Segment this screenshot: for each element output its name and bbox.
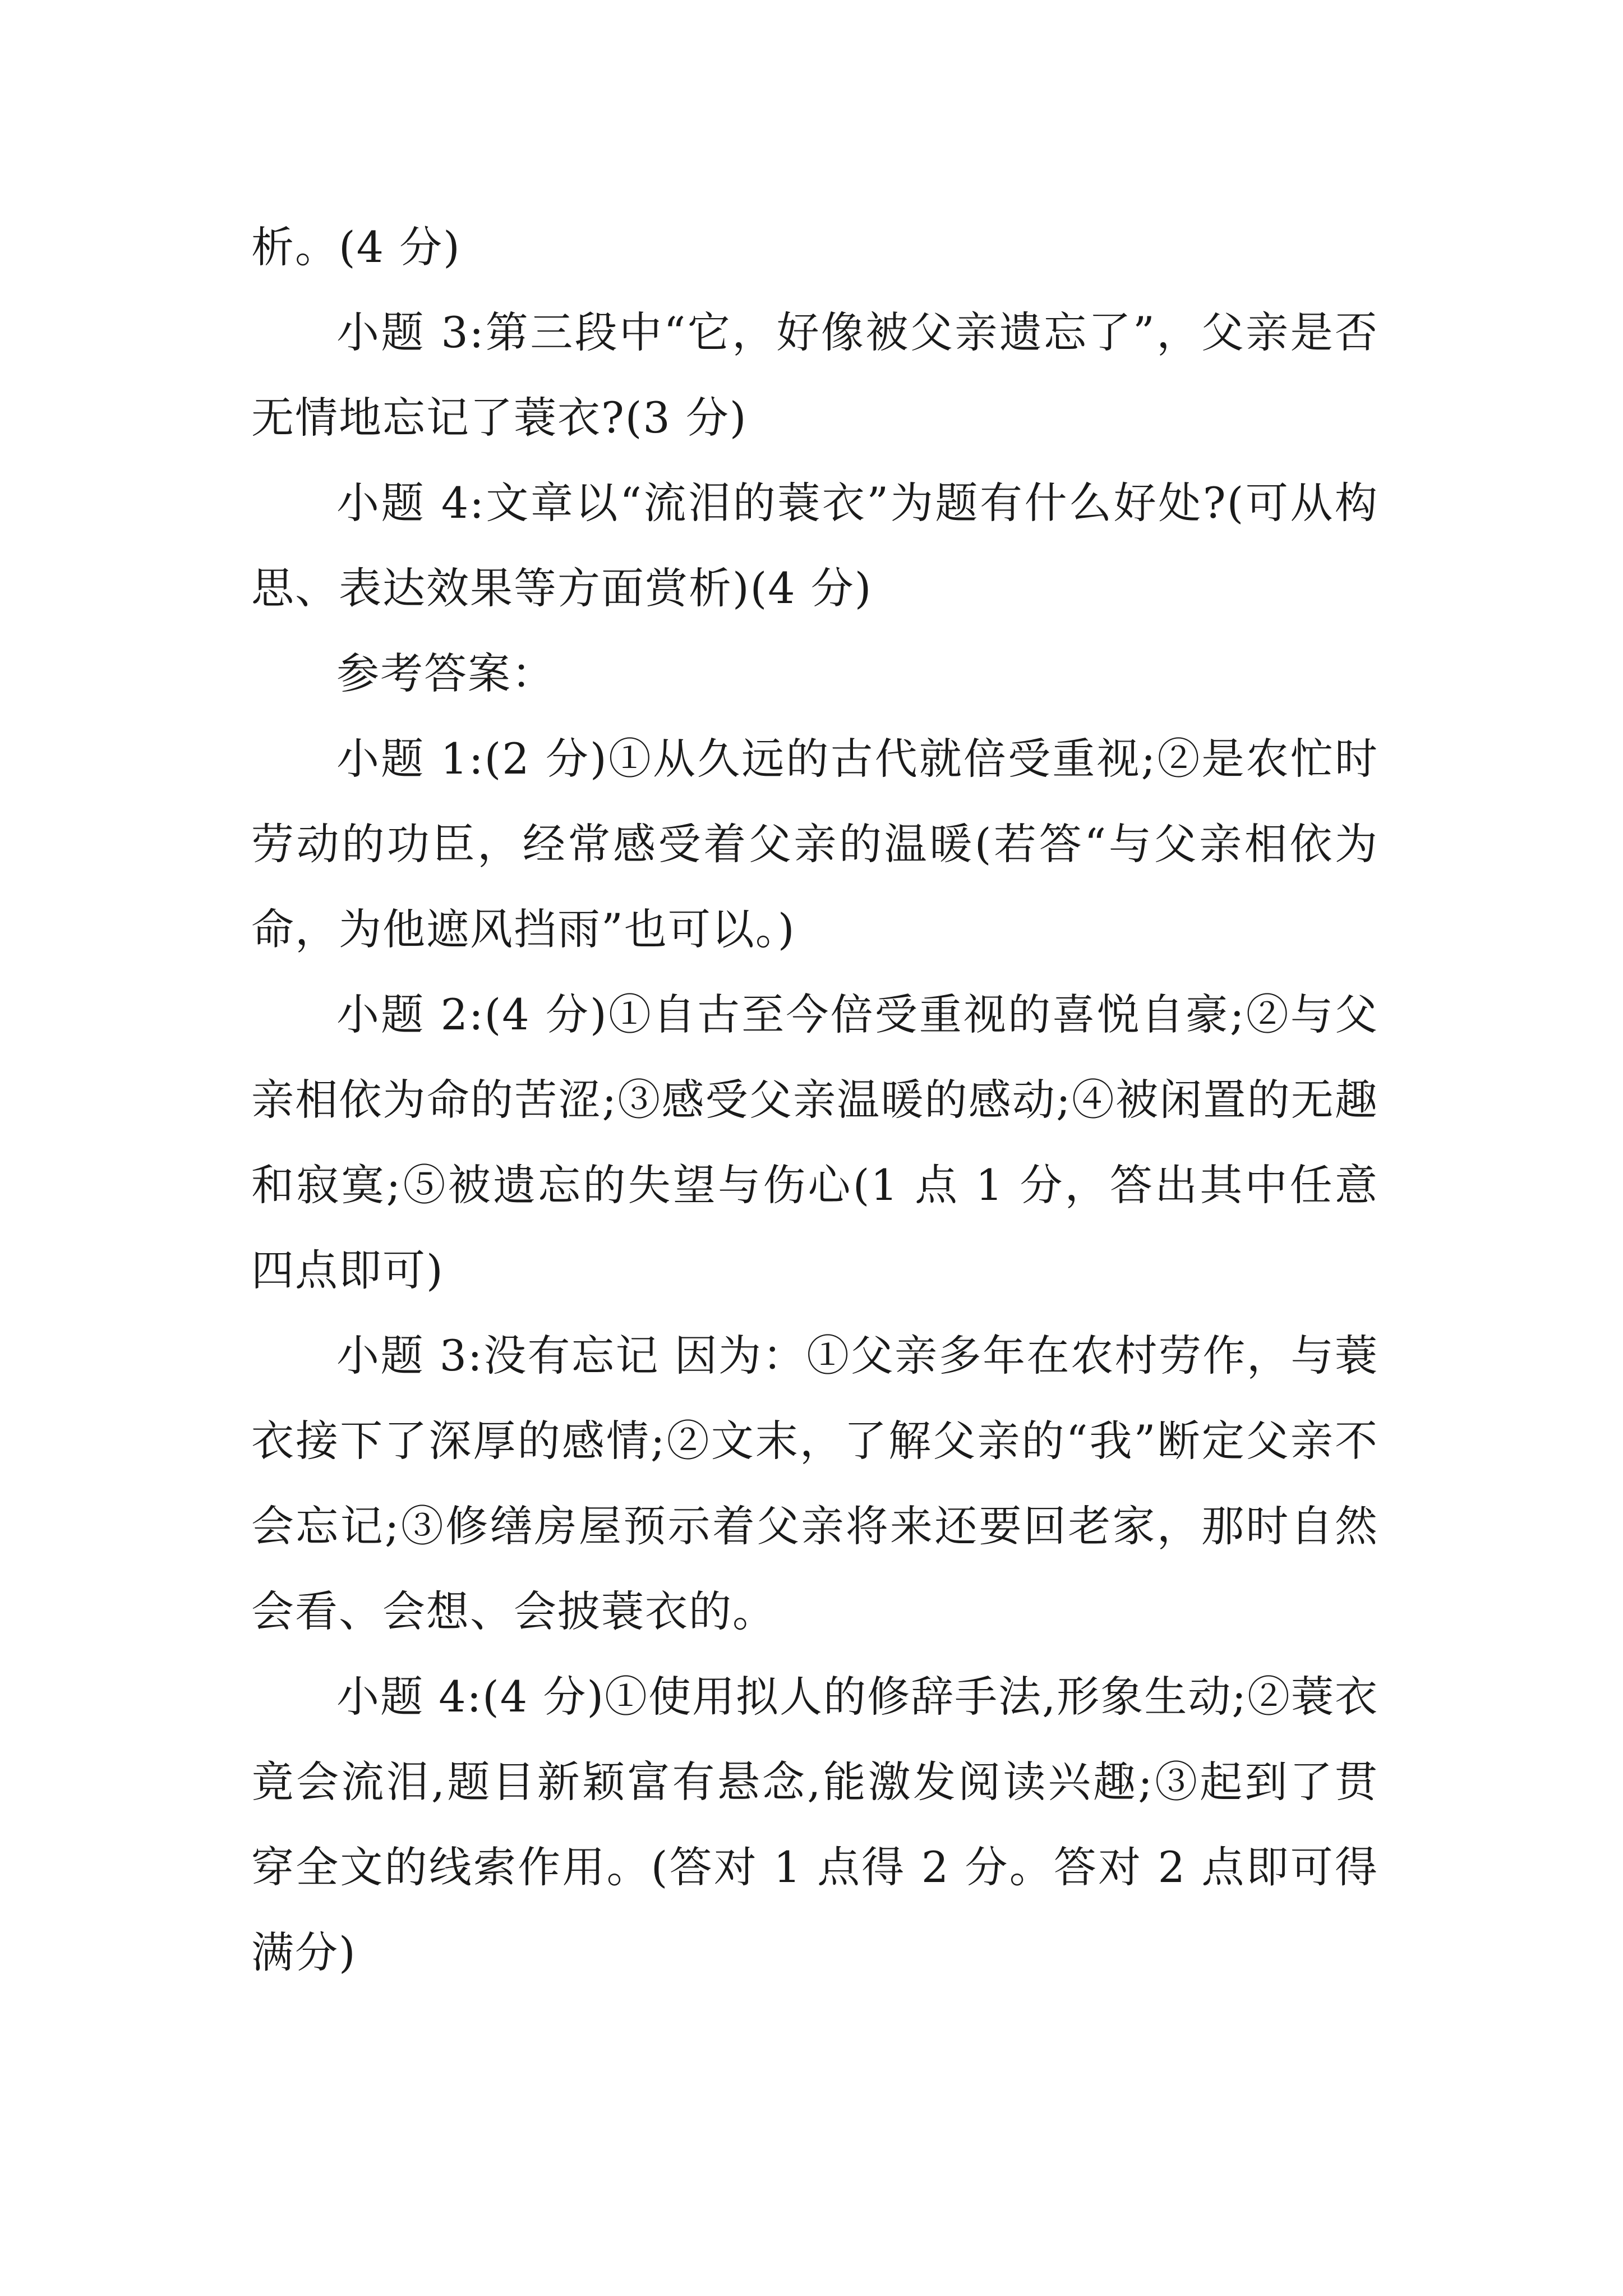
answer-1: 小题 1:(2 分)①从久远的古代就倍受重视;②是农忙时劳动的功臣，经常感受着父亲的温暖(若答“与父亲相依为命，为他遮风挡雨”也可以。)	[251, 734, 1378, 954]
paragraph-continuation: 析。(4 分)	[251, 222, 461, 272]
answer-4: 小题 4:(4 分)①使用拟人的修辞手法,形象生动;②蓑衣竟会流泪,题目新颖富有悬念,能激发阅读兴趣;③起到了贯穿全文的线索作用。(答对 1 点得 2 分。答对 2 点即可得满分)	[251, 1672, 1378, 1977]
answer-heading: 参考答案：	[336, 648, 555, 698]
answer-3: 小题 3:没有忘记 因为：①父亲多年在农村劳作，与蓑衣接下了深厚的感情;②文末，了解父亲的“我”断定父亲不会忘记;③修缮房屋预示着父亲将来还要回老家，那时自然会看、会想、会披蓑衣的。	[251, 1331, 1378, 1636]
question-3: 小题 3:第三段中“它，好像被父亲遗忘了”，父亲是否无情地忘记了蓑衣?(3 分)	[251, 307, 1378, 443]
document-body	[251, 205, 1378, 1995]
answer-2: 小题 2:(4 分)①自古至今倍受重视的喜悦自豪;②与父亲相依为命的苦涩;③感受父亲温暖的感动;④被闲置的无趣和寂寞;⑤被遗忘的失望与伤心(1 点 1 分，答出其中任意四点即可)	[251, 990, 1378, 1295]
question-4: 小题 4:文章以“流泪的蓑衣”为题有什么好处?(可从构思、表达效果等方面赏析)(4 分)	[251, 478, 1378, 613]
